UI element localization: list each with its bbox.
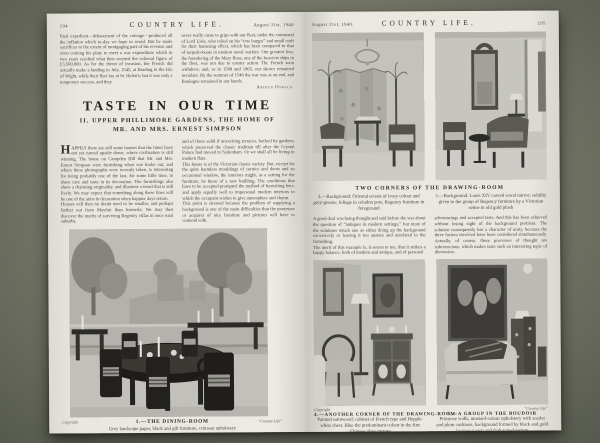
article-subtitle: II. UPPER PHILLIMORE GARDENS, THE HOME OF MR. AND MRS. ERNEST SIMPSON bbox=[79, 116, 276, 134]
drop-cap: H bbox=[60, 141, 71, 157]
magazine-spread bbox=[47, 10, 562, 436]
prev-article-col1: final expedient—debasement of the coinage—produced all the inflation which to-day we hope to avoid. But he made sacrifices to the extent of mortgaging part of his revenue and even coining his plate to meet a war expenditure which in two years reached what then seemed the colossal figure of £3,500,000. As for the threat of invasion, the French did actually make a landing in July, 1545, at Brading in the Isle of Wight, while their fleet lay at St. Helen's; but it was only a temporary success, and they bbox=[59, 32, 173, 84]
right-page-number: 195 bbox=[537, 20, 546, 26]
section-title: TWO CORNERS OF THE DRAWING-ROOM bbox=[355, 184, 505, 192]
article-title: TASTE IN OUR TIME bbox=[82, 97, 272, 114]
caption-5-block bbox=[436, 412, 548, 436]
caption-row-2-3 bbox=[313, 193, 547, 213]
right-page bbox=[303, 10, 562, 436]
caption-5-title: 5.—A GROUP IN THE BOUDOIR bbox=[447, 411, 537, 418]
right-page-date: August 31st, 1940. bbox=[311, 21, 354, 27]
masthead-left: COUNTRY LIFE. bbox=[129, 20, 225, 30]
article-body bbox=[60, 138, 295, 225]
screen-corner-art bbox=[312, 32, 424, 181]
left-page-number: 194 bbox=[59, 23, 68, 29]
photo1-credit: “Country Life” bbox=[258, 419, 283, 424]
photo1-title: 1.—THE DINING-ROOM bbox=[135, 418, 209, 426]
caption-4: Painted satinwood; cabinet of French type and Hepple-white chest. Blue the predominant colour in the fine Chinese glass picture bbox=[317, 417, 424, 436]
left-page-date: August 31st, 1940 bbox=[253, 22, 294, 28]
bottom-photo-row bbox=[313, 259, 548, 406]
caption-4-title: 4.—ANOTHER CORNER OF THE DRAWING-ROOM bbox=[314, 412, 456, 418]
drawing-room-photo-row bbox=[312, 32, 547, 181]
photo1-caption-row bbox=[62, 418, 282, 425]
boudoir-art bbox=[436, 259, 548, 406]
article-col2: and of those solid if unexciting terraces, backed by gardens, which preserved the classic tradition till after the Crystal Palace had moved to Sydenham. Or we shall all be living in modern flats. This house is of the Victorian classic variety. But, except for the quite harmless mouldings of cornice and doors and an occasional window, the interiors might, as a setting for the furniture, be those of a new building. The conditions that have to be accepted prompted the method of furnishing here, and apply equally well to impersonal modern interiors to which the occupant wishes to give atmosphere and charm. This point is stressed because the problem of supplying a background is one of the main difficulties that the possessor or acquirer of nice furniture and pictures will have to contend with. bbox=[181, 137, 295, 224]
caption-2: 2.—Background: Oriental screen of ivory colour and grey-greens; foliage in celadon pots; Regency furniture in foreground bbox=[313, 193, 425, 212]
left-page-header bbox=[60, 20, 294, 29]
photo1-copyright: Copyright bbox=[62, 420, 79, 425]
dining-room-photo-art bbox=[69, 228, 268, 417]
left-page bbox=[47, 12, 306, 434]
drawing-room-mirror-photo bbox=[434, 32, 546, 181]
cabinet-corner-art bbox=[313, 259, 425, 406]
drawing-room-screen-photo bbox=[312, 32, 424, 181]
previous-article-text bbox=[60, 32, 294, 91]
right-body-col1: A good deal was being thought and said before the war about the question of “antiques in modern settings,” but most of the solutions struck one as either doing up the background excessively or leaving it too austere and unrelated to the furnishing. The merit of this example is, it seems to me, that it strikes a happy balance, both of modern and antique, and of personal bbox=[312, 215, 426, 256]
right-page-header bbox=[312, 19, 546, 28]
right-body-col2: adventurings and accepted taste. And this has been achieved without losing sight of the background problem. The solution consequently has a character of unity, because the three factors involved have been considered simultaneously. Actually, of course, these processes of thought are subconscious, which makes taste such an interesting topic of discussion. bbox=[434, 214, 548, 255]
author-signature: Arthur Oswald. bbox=[256, 84, 295, 90]
mirror-corner-art bbox=[434, 32, 546, 181]
photo1-caption: Grey landscape paper, black and gilt furniture, crimson upholstery bbox=[108, 426, 236, 432]
cabinet-corner-photo bbox=[313, 259, 425, 406]
prev-article-col2: never really came to grips with our fleet, under the command of Lord Lisle, who relied on his “row barges” and small craft for their harassing effect, which has been compared to that of torpedo-boats in modern naval warfare. Our greatest loss, the foundering of the Mary Rose, one of the heaviest ships in the fleet, was not due to enemy action. The French soon withdrew, and, as in 1588 and 1805, our shores remained inviolate. By the summer of 1546 the war was at an end, and Boulogne remained in our hands. Arthur Oswald. bbox=[181, 32, 295, 90]
right-page-body bbox=[313, 215, 547, 256]
caption-4-block bbox=[314, 412, 456, 436]
dining-room-photo bbox=[69, 228, 268, 417]
article-col1: HAPPILY there are still some houses that the times have not yet turned upside down, where civilisation is still winning. The house on Campden Hill that Mr. and Mrs. Ernest Simpson were furnishing when war broke out, and where these photographs were recently taken, is interesting for being probably one of the last, for some little time, to show care and taste in its decoration. The furnishings also show a charming originality, and illustrate a trend that is still lively. We may expect that something along these lines will be one of the aims in decoration when happier days return. Houses will then no doubt need to be smaller, and perhaps farther out from Mayfair than formerly. We may then discover the merits of surviving Regency villas in once rural suburbs, bbox=[60, 141, 174, 224]
caption-5: Primrose walls, mustard-colour upholstery with scarlet and plum cushions; background formed by black and gold lacquer screen and dark-toned picture bbox=[436, 416, 549, 435]
right-copyright: Copyright bbox=[314, 407, 330, 412]
caption-3: 3.—Background: Louis XIV carved wood mirror; solidity given to the group of Regency furniture by a Victorian settee in old gold plush bbox=[435, 193, 547, 211]
right-credit: “Country Life” bbox=[524, 406, 549, 411]
masthead-right: COUNTRY LIFE. bbox=[381, 18, 477, 28]
caption-row-4-5 bbox=[314, 412, 548, 437]
boudoir-photo bbox=[436, 259, 548, 406]
